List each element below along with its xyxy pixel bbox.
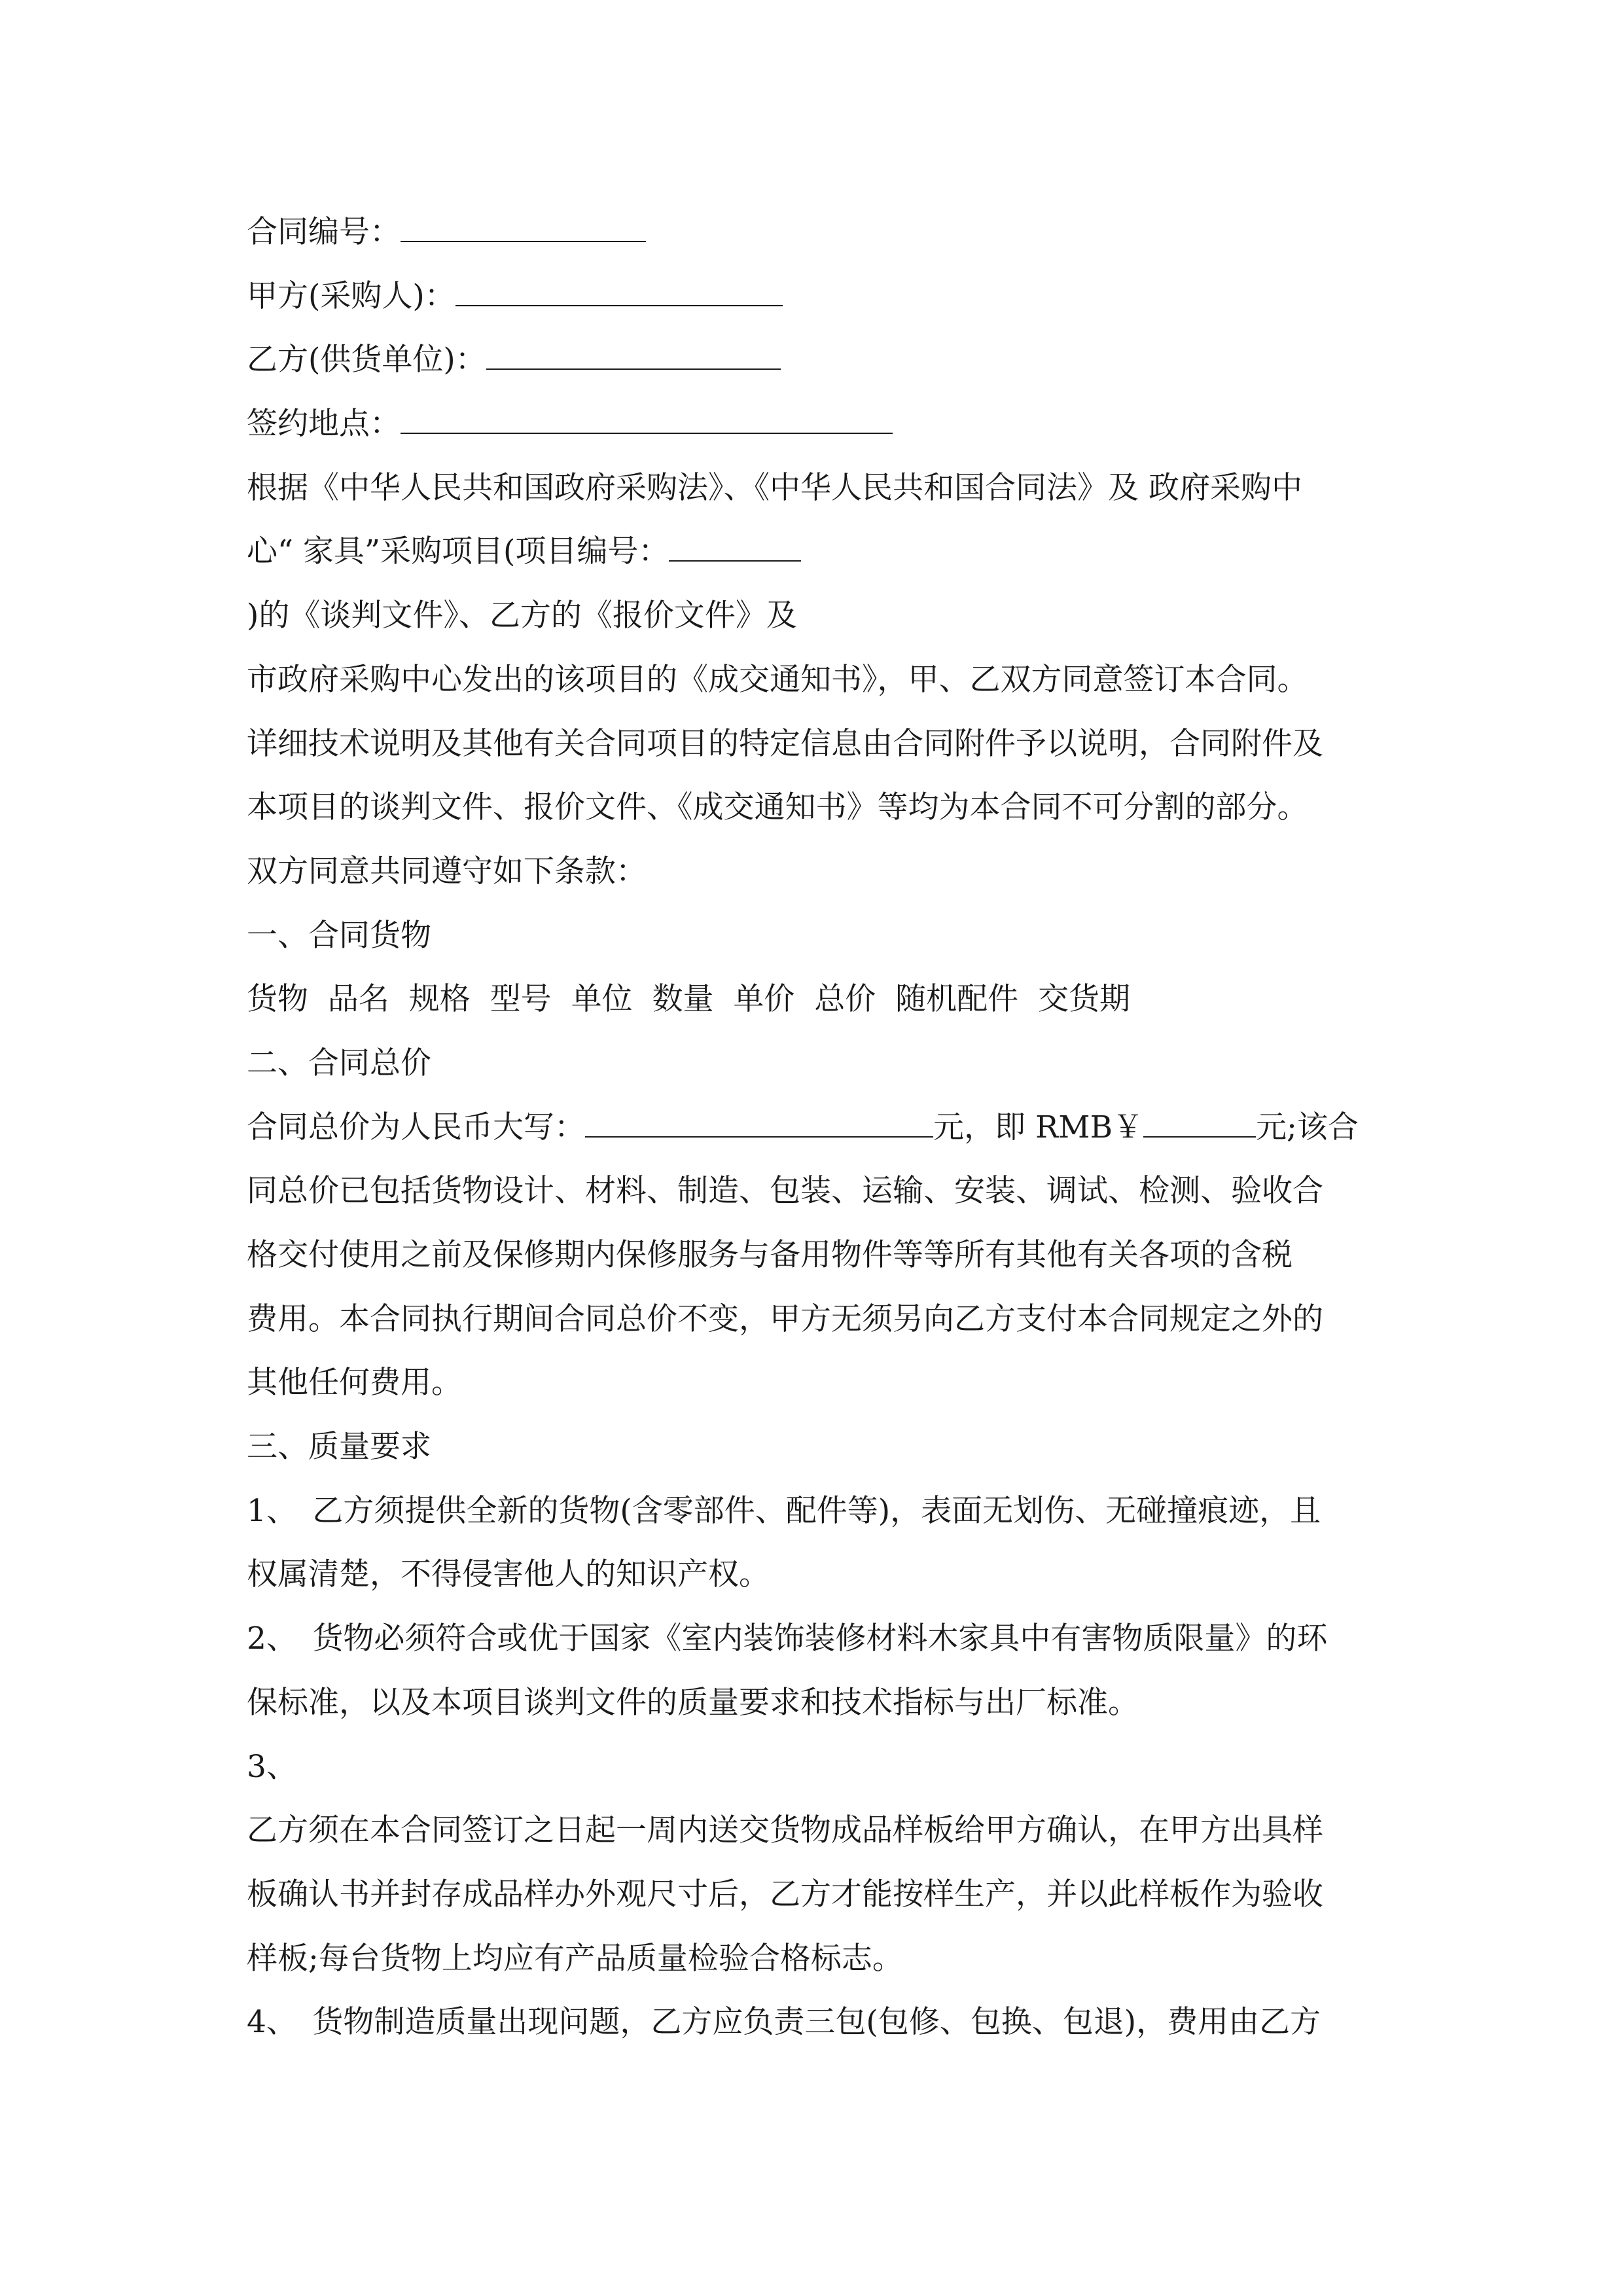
intro-line-2-text: 心“ 家具”采购项目(项目编号： <box>247 533 669 570</box>
section-2-line-3: 格交付使用之前及保修期内保修服务与备用物件等等所有其他有关各项的含税 <box>247 1237 1293 1273</box>
intro-line-1: 根据《中华人民共和国政府采购法》、《中华人民共和国合同法》及 政府采购中 <box>247 469 1302 506</box>
section-2-title: 二、合同总价 <box>247 1045 431 1081</box>
sign-place-blank <box>401 406 893 434</box>
column-header: 数量 <box>652 981 714 1018</box>
sign-place-label: 签约地点： <box>247 406 401 442</box>
intro-line-5: 详细技术说明及其他有关合同项目的特定信息由合同附件予以说明，合同附件及 <box>247 725 1323 762</box>
party-a-label: 甲方(采购人)： <box>247 278 455 314</box>
intro-line-7: 双方同意共同遵守如下条款： <box>247 853 647 889</box>
column-header: 交货期 <box>1038 981 1131 1018</box>
quality-item-1-line-2: 权属清楚，不得侵害他人的知识产权。 <box>247 1556 770 1593</box>
contract-number-blank <box>401 215 646 242</box>
contract-document <box>247 200 1378 2054</box>
column-header: 随机配件 <box>895 981 1019 1018</box>
column-header: 货物 <box>247 981 308 1018</box>
contract-number-line <box>247 200 1378 264</box>
total-price-words-blank <box>585 1110 933 1138</box>
quality-item-2-line-1: 2、 货物必须符合或优于国家《室内装饰装修材料木家具中有害物质限量》的环 <box>247 1621 1328 1657</box>
party-a-line <box>247 264 1378 329</box>
section-2-line-2: 同总价已包括货物设计、材料、制造、包装、运输、安装、调试、检测、验收合 <box>247 1173 1323 1210</box>
quality-item-1-line-1: 1、 乙方须提供全新的货物(含零部件、配件等)，表面无划伤、无碰撞痕迹，且 <box>247 1492 1321 1529</box>
section-3-title: 三、质量要求 <box>247 1429 431 1465</box>
quality-item-3-line-3: 样板;每台货物上均应有产品质量检验合格标志。 <box>247 1940 903 1977</box>
intro-line-3: )的《谈判文件》、乙方的《报价文件》及 <box>247 598 797 634</box>
column-header: 总价 <box>814 981 876 1018</box>
contract-number-label: 合同编号： <box>247 214 401 250</box>
party-b-blank <box>486 342 781 370</box>
column-header: 品名 <box>327 981 389 1018</box>
quality-item-3-number: 3、 <box>247 1748 297 1785</box>
quality-item-2-line-2: 保标准，以及本项目谈判文件的质量要求和技术指标与出厂标准。 <box>247 1684 1139 1721</box>
total-price-tail: 元;该合 <box>1256 1109 1359 1145</box>
quality-item-3-line-1: 乙方须在本合同签订之日起一周内送交货物成品样板给甲方确认，在甲方出具样 <box>247 1812 1323 1849</box>
party-b-line <box>247 328 1378 392</box>
total-price-label: 合同总价为人民币大写： <box>247 1109 585 1145</box>
section-1-title: 一、合同货物 <box>247 917 431 954</box>
total-price-number-blank <box>1143 1110 1256 1138</box>
intro-line-6: 本项目的谈判文件、报价文件、《成交通知书》等均为本合同不可分割的部分。 <box>247 789 1308 826</box>
column-header: 规格 <box>408 981 471 1018</box>
sign-place-line <box>247 392 1378 456</box>
intro-line-2 <box>247 520 1378 584</box>
intro-line-4: 市政府采购中心发出的该项目的《成交通知书》，甲、乙双方同意签订本合同。 <box>247 661 1308 698</box>
quality-item-4-line-1: 4、 货物制造质量出现问题，乙方应负责三包(包修、包换、包退)，费用由乙方 <box>247 2004 1321 2041</box>
project-number-blank <box>669 534 801 562</box>
column-header: 单价 <box>733 981 795 1018</box>
quality-item-3-line-2: 板确认书并封存成品样办外观尺寸后，乙方才能按样生产，并以此样板作为验收 <box>247 1876 1323 1912</box>
goods-table-header <box>247 967 1378 1031</box>
section-2-line-4: 费用。本合同执行期间合同总价不变，甲方无须另向乙方支付本合同规定之外的 <box>247 1300 1323 1337</box>
section-2-line-5: 其他任何费用。 <box>247 1365 462 1401</box>
total-price-rmb-label: 元，即 RMB￥ <box>933 1109 1143 1145</box>
column-header: 型号 <box>490 981 552 1018</box>
party-b-label: 乙方(供货单位)： <box>247 342 486 378</box>
party-a-blank <box>455 279 783 306</box>
column-header: 单位 <box>571 981 633 1018</box>
total-price-line <box>247 1096 1378 1160</box>
